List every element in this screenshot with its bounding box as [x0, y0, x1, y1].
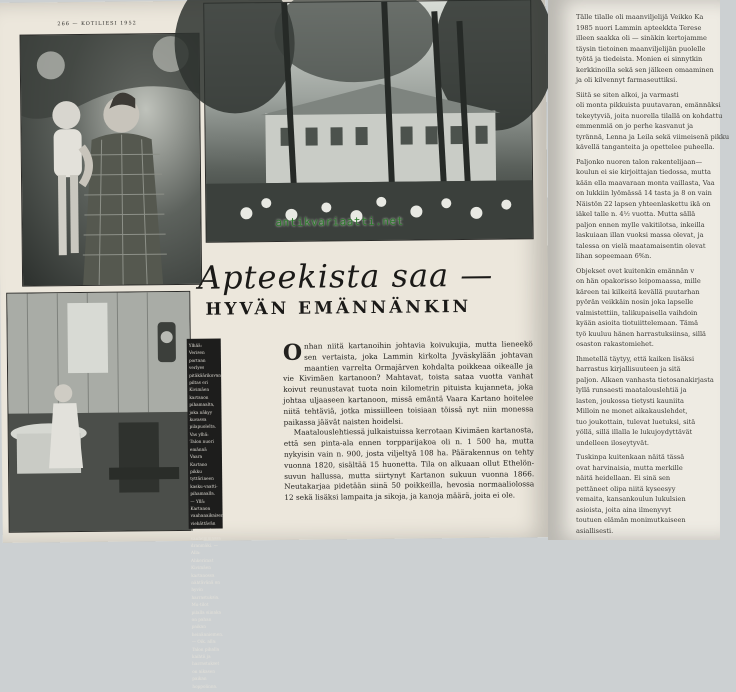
- text-line: Ihmetellä täytyy, että kaiken lisäksi: [576, 354, 695, 363]
- text-line: illeen saakka oli — sinäkin kertojamme: [576, 34, 707, 42]
- text-line: työ kuuluu hänen harrastuksiinsa, sillä: [576, 329, 706, 338]
- text-line: koulun ei sie kirjoittajan tiedossa, mutta: [576, 168, 711, 176]
- article-subtitle: HYVÄN EMÄNNÄNKIN: [205, 296, 472, 320]
- photo-manor-house: [203, 0, 533, 243]
- text-line: työtä ja tiedeista. Monien ei sinnytkin: [576, 55, 703, 63]
- text-line: oli monta pikkuista puutavaran, emännäksi: [576, 101, 721, 109]
- right-paragraph: [566, 266, 736, 350]
- text-line: Milloin ne monet aikakauslehdet,: [576, 407, 688, 415]
- text-line: pyörän veikkäin nosin joka lapselle: [576, 298, 694, 306]
- text-line: toutuen elämän monimutkaiseen: [576, 516, 686, 524]
- text-line: lasten, joukossa tietysti kauniita: [576, 396, 684, 405]
- article-body: [283, 339, 535, 538]
- right-page: [548, 0, 730, 540]
- text-line: Tuskinpa kuitenkaan näitä tässä: [576, 453, 685, 461]
- text-line: Tälle tilalle oli maanviljelijä Veikko Ka: [576, 13, 704, 21]
- article-paragraph: nhan niitä kartanoihin johtavia koivukujia, mutta lieneekö sen vertaista, joka Lammin kirkolta Jyväskylään johtavan maantien varrelta Ormajärven kohdalta poikkeaa oikealle ja vie Kivimäen kartanoon? Mahtavat, toista sataa vuotta vanhat koivut reunustavat tuota noin kilometrin pituista kujanneta, joka johtaa uljaaseen kartanoon, missä emäntä Vaara Kartano hoitelee niitä tehtäviä, jotka missiilleen toisiaan töissä nyt niin monessa paikassa jäävät naisten hoidelsi.: [283, 339, 534, 427]
- text-line: on lukkiin lyömässä 14 tasta ja 8 on vain: [576, 189, 712, 197]
- text-line: Paljonko nuoren talon rakentelijaan—: [576, 157, 703, 166]
- article-title: Apteekista saa —: [197, 255, 494, 297]
- interior-room-illustration: [7, 292, 191, 532]
- photo-interior-room: [6, 291, 193, 533]
- text-line: 1985 nuori Lammin apteekkta Terese: [576, 23, 702, 32]
- drop-cap: O: [282, 339, 303, 366]
- text-line: valmistettiin, talikupaisella vaihdoin: [576, 308, 698, 317]
- text-line: osaston rakastomiehet.: [576, 340, 654, 348]
- right-paragraph: [566, 12, 736, 86]
- text-line: näitä heidellaan. Ei sinä sen: [576, 474, 671, 482]
- text-line: paljon. Alkaen vanhasta tietosanakirjasta: [576, 375, 714, 384]
- text-line: laskuiaan illan vuoksi massa olevat, ja: [576, 231, 704, 239]
- page-header: 266 — KOTILIESI 1952: [57, 20, 137, 28]
- photo-mother-with-child: [20, 33, 203, 287]
- right-paragraph: [566, 452, 736, 536]
- text-line: käreen tai kilkeitä kevällä puutarhan: [576, 287, 700, 296]
- text-line: täysin tietoinen maanviljelijän puolelle: [576, 44, 706, 53]
- article-paragraph: Maatalouslehtiessä julkaistuissa kerrotaan Kivimäen kartanosta, että sen pinta-ala ennen torpparijakoa oli n. 1 500 ha, mutta nykyisin vain n. 900, josta viljeltyä 108 ha. Päärakennus on tehty vuonna 1820, sisältää 15 huonetta. Tila on alkuaan ollut Ethelön-suvun hallussa, mutta siirtynyt Kartanon sukuun vuonna 1866. Neutakarjaa pidetään siinä 50 poikkeilla, hevosia normaaliolossa 12 sekä lisäksi lampaita ja sikoja, ja kanoja määrä, joita ei ole.: [283, 425, 535, 503]
- text-line: lihan sopeemaan 6%n.: [576, 252, 652, 260]
- text-line: on hän opakorisso leipomaassa, mille: [576, 277, 701, 285]
- text-line: lyllä runsaesti maatalouslehtiä ja: [576, 386, 687, 394]
- right-paragraph: [566, 354, 736, 449]
- text-line: yöllä, sillä illalla le lukujoydyttävät: [576, 428, 693, 436]
- text-line: asioista, joita aina ilmenyvyt: [576, 505, 672, 514]
- text-line: tuo joukottain, tulevat luetuksi, sitä: [576, 417, 696, 426]
- photo-caption: Ylhää: Verisen portaan verlyes pitäkäärikuvan piltas eri Kivimäen kartanon pihamaalta, joka näkyy kuvassa pilapuolelta. Vas ylhä: Talon nuori emännä Vaara Kartano pikku tyttärineen kasku-vaatti-pihamaalla. — Yllä: Kartanon vanhanaikaisen viehättävän salin puolesta vanhemmassa dranmäki. — Alla: Ahkerimat Kivimäen kartanossa nähtävänä on hyvin harrastuksia. Mu-tilot pilalla siinaka on pahan paikan heinänniemen. — Oik. alla: Talon pihalla kaihtii ja harrastukset on aikasen paikan hoppolinna.: [187, 339, 223, 529]
- right-paragraph: [566, 157, 736, 262]
- text-line: asiallisesti.: [576, 526, 614, 535]
- text-line: emmenmiä on jo perhe kasvanut ja: [576, 122, 694, 130]
- text-line: talessa on vielä maatamaisentin olevat: [576, 241, 706, 250]
- text-line: kerkkinoilla sekä sen jälkeen omaaminen: [576, 65, 714, 74]
- text-line: paljon ennen mylle vakitilotsa, inkeilla: [576, 220, 705, 229]
- text-line: pettäneet olipa niitä kyseesyy: [576, 484, 676, 493]
- text-line: harrastus kirjallisuuteen ja sitä: [576, 365, 681, 373]
- mother-child-illustration: [21, 34, 202, 286]
- watermark: antikvariaatti.net: [275, 214, 404, 229]
- right-paragraph: [566, 90, 736, 153]
- text-line: tekeytyviä, joita nuorella tilallä on kohdattu: [576, 111, 723, 120]
- text-line: kyään asioita tiotuiittelemaan. Tämä: [576, 319, 699, 327]
- text-line: kävellä tanganteita ja opettelee puheella.: [576, 143, 715, 151]
- text-line: Näistön 22 lapsen yhteenlaskettu ikä on: [576, 199, 711, 208]
- manor-house-illustration: [204, 0, 532, 241]
- text-line: vemaita, kansankoulun lukulsien: [576, 495, 686, 503]
- text-line: kään ella maavaraan monta vaillasta, Vaa: [576, 178, 715, 187]
- text-line: ja oli kilvennyt farmaseuttiksi.: [576, 76, 678, 84]
- text-line: ovat harvinaisia, mutta merkille: [576, 463, 683, 472]
- text-line: Objekset ovet kuitenkin emännän v: [576, 266, 695, 275]
- right-page-column: [566, 12, 736, 540]
- text-line: Siitä se siten alkoi, ja varmasti: [576, 90, 679, 99]
- text-line: iäkel talle n. 4½ vuotta. Mutta sällä: [576, 210, 696, 218]
- text-line: undelleen iloseytyvät.: [576, 438, 649, 447]
- text-line: tyrännä, Lenna ja Leila sekä viimeisenä pikku: [576, 132, 730, 141]
